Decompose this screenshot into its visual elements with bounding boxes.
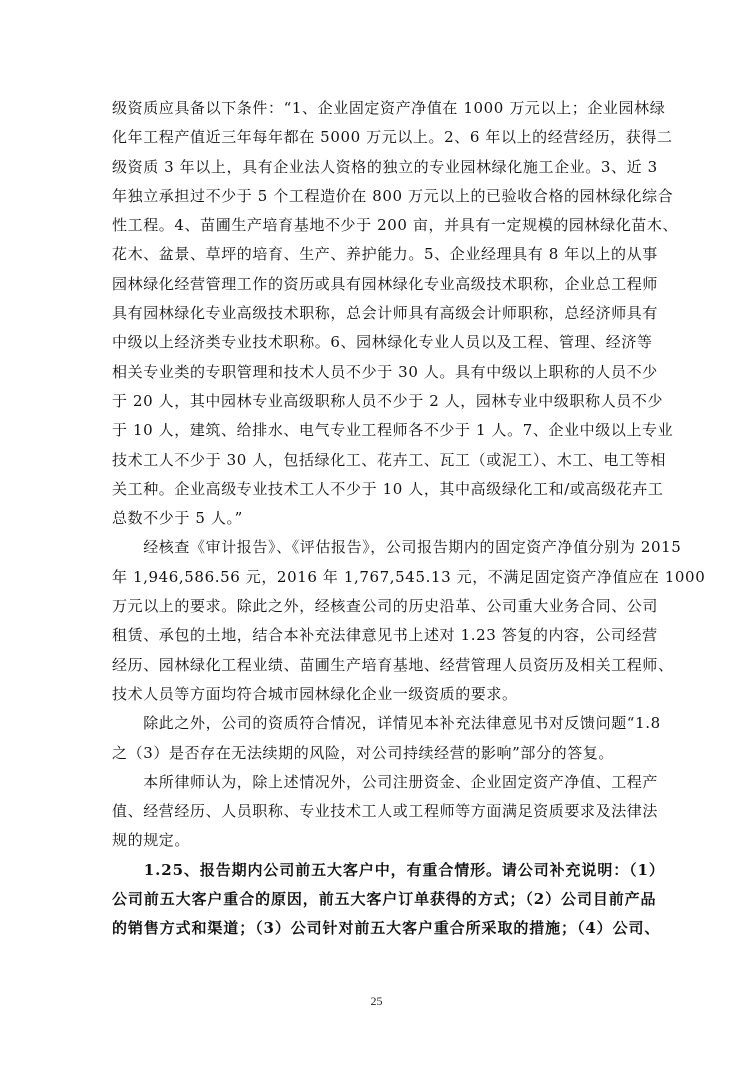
text-line: 化年工程产值近三年每年都在 5000 万元以上。2、6 年以上的经营经历，获得二: [112, 128, 673, 147]
text-line: 技术工人不少于 30 人，包括绿化工、花卉工、瓦工（或泥工）、木工、电工等相: [112, 450, 666, 469]
text-line: 级资质应具备以下条件：“1、企业固定资产净值在 1000 万元以上；企业园林绿: [112, 99, 666, 117]
text-line: 除此之外，公司的资质符合情况，详情见本补充法律意见书对反馈问题“1.8: [112, 714, 661, 733]
text-line: 1.25、报告期内公司前五大客户中，有重合情形。请公司补充说明：（1）: [112, 860, 665, 879]
text-line: 花木、盆景、草坪的培育、生产、养护能力。5、企业经理具有 8 年以上的从事: [112, 245, 658, 264]
text-line: 的销售方式和渠道；（3）公司针对前五大客户重合所采取的措施；（4）公司、: [112, 919, 661, 938]
document-body: [112, 94, 706, 944]
text-line: 于 10 人，建筑、给排水、电气专业工程师各不少于 1 人。7、企业中级以上专业: [112, 421, 674, 440]
text-line: 之（3）是否存在无法续期的风险，对公司持续经营的影响”部分的答复。: [112, 743, 615, 762]
text-line: 租赁、承包的土地，结合本补充法律意见书上述对 1.23 答复的内容，公司经营: [112, 626, 658, 645]
qualification-conditions-paragraph: [112, 94, 679, 533]
text-line: 于 20 人，其中园林专业高级职称人员不少于 2 人，园林专业中级职称人员不少: [112, 391, 664, 410]
text-line: 万元以上的要求。除此之外，经核查公司的历史沿革、公司重大业务合同、公司: [112, 597, 659, 616]
lawyer-opinion-paragraph: [112, 768, 659, 856]
qualification-reference-paragraph: [112, 709, 661, 768]
text-line: 总数不少于 5 人。”: [112, 509, 243, 528]
text-line: 中级以上经济类专业技术职称。6、园林绿化专业人员以及工程、管理、经济等: [112, 333, 653, 352]
audit-verification-paragraph: [112, 533, 706, 709]
text-line: 规的规定。: [112, 831, 191, 850]
text-line: 关工种。企业高级专业技术工人不少于 10 人，其中高级绿化工和/或高级花卉工: [112, 479, 664, 498]
text-line: 年 1,946,586.56 元，2016 年 1,767,545.13 元，不满足固定资产净值应在 1000: [112, 567, 706, 586]
text-line: 性工程。4、苗圃生产培育基地不少于 200 亩，并具有一定规模的园林绿化苗木、: [112, 216, 679, 235]
text-line: 经历、园林绿化工程业绩、苗圃生产培育基地、经营管理人员资历及相关工程师、: [112, 655, 674, 674]
text-line: 本所律师认为，除上述情况外，公司注册资金、企业固定资产净值、工程产: [112, 772, 659, 791]
text-line: 级资质 3 年以上，具有企业法人资格的独立的专业园林绿化施工企业。3、近 3: [112, 157, 658, 176]
question-1-25-heading: [112, 856, 665, 944]
text-line: 公司前五大客户重合的原因，前五大客户订单获得的方式；（2）公司目前产品: [112, 890, 657, 909]
text-line: 值、经营经历、人员职称、专业技术工人或工程师等方面满足资质要求及法律法: [112, 802, 659, 821]
text-line: 年独立承担过不少于 5 个工程造价在 800 万元以上的已验收合格的园林绿化综合: [112, 186, 674, 205]
text-line: 技术人员等方面均符合城市园林绿化企业一级资质的要求。: [112, 684, 518, 703]
text-line: 具有园林绿化专业高级技术职称，总会计师具有高级会计师职称，总经济师具有: [112, 304, 659, 323]
page-number: 25: [370, 994, 383, 1008]
text-line: 经核查《审计报告》、《评估报告》，公司报告期内的固定资产净值分别为 2015: [112, 538, 682, 557]
text-line: 园林绿化经营管理工作的资历或具有园林绿化专业高级技术职称，企业总工程师: [112, 274, 659, 293]
text-line: 相关专业类的专职管理和技术人员不少于 30 人。具有中级以上职称的人员不少: [112, 362, 658, 381]
